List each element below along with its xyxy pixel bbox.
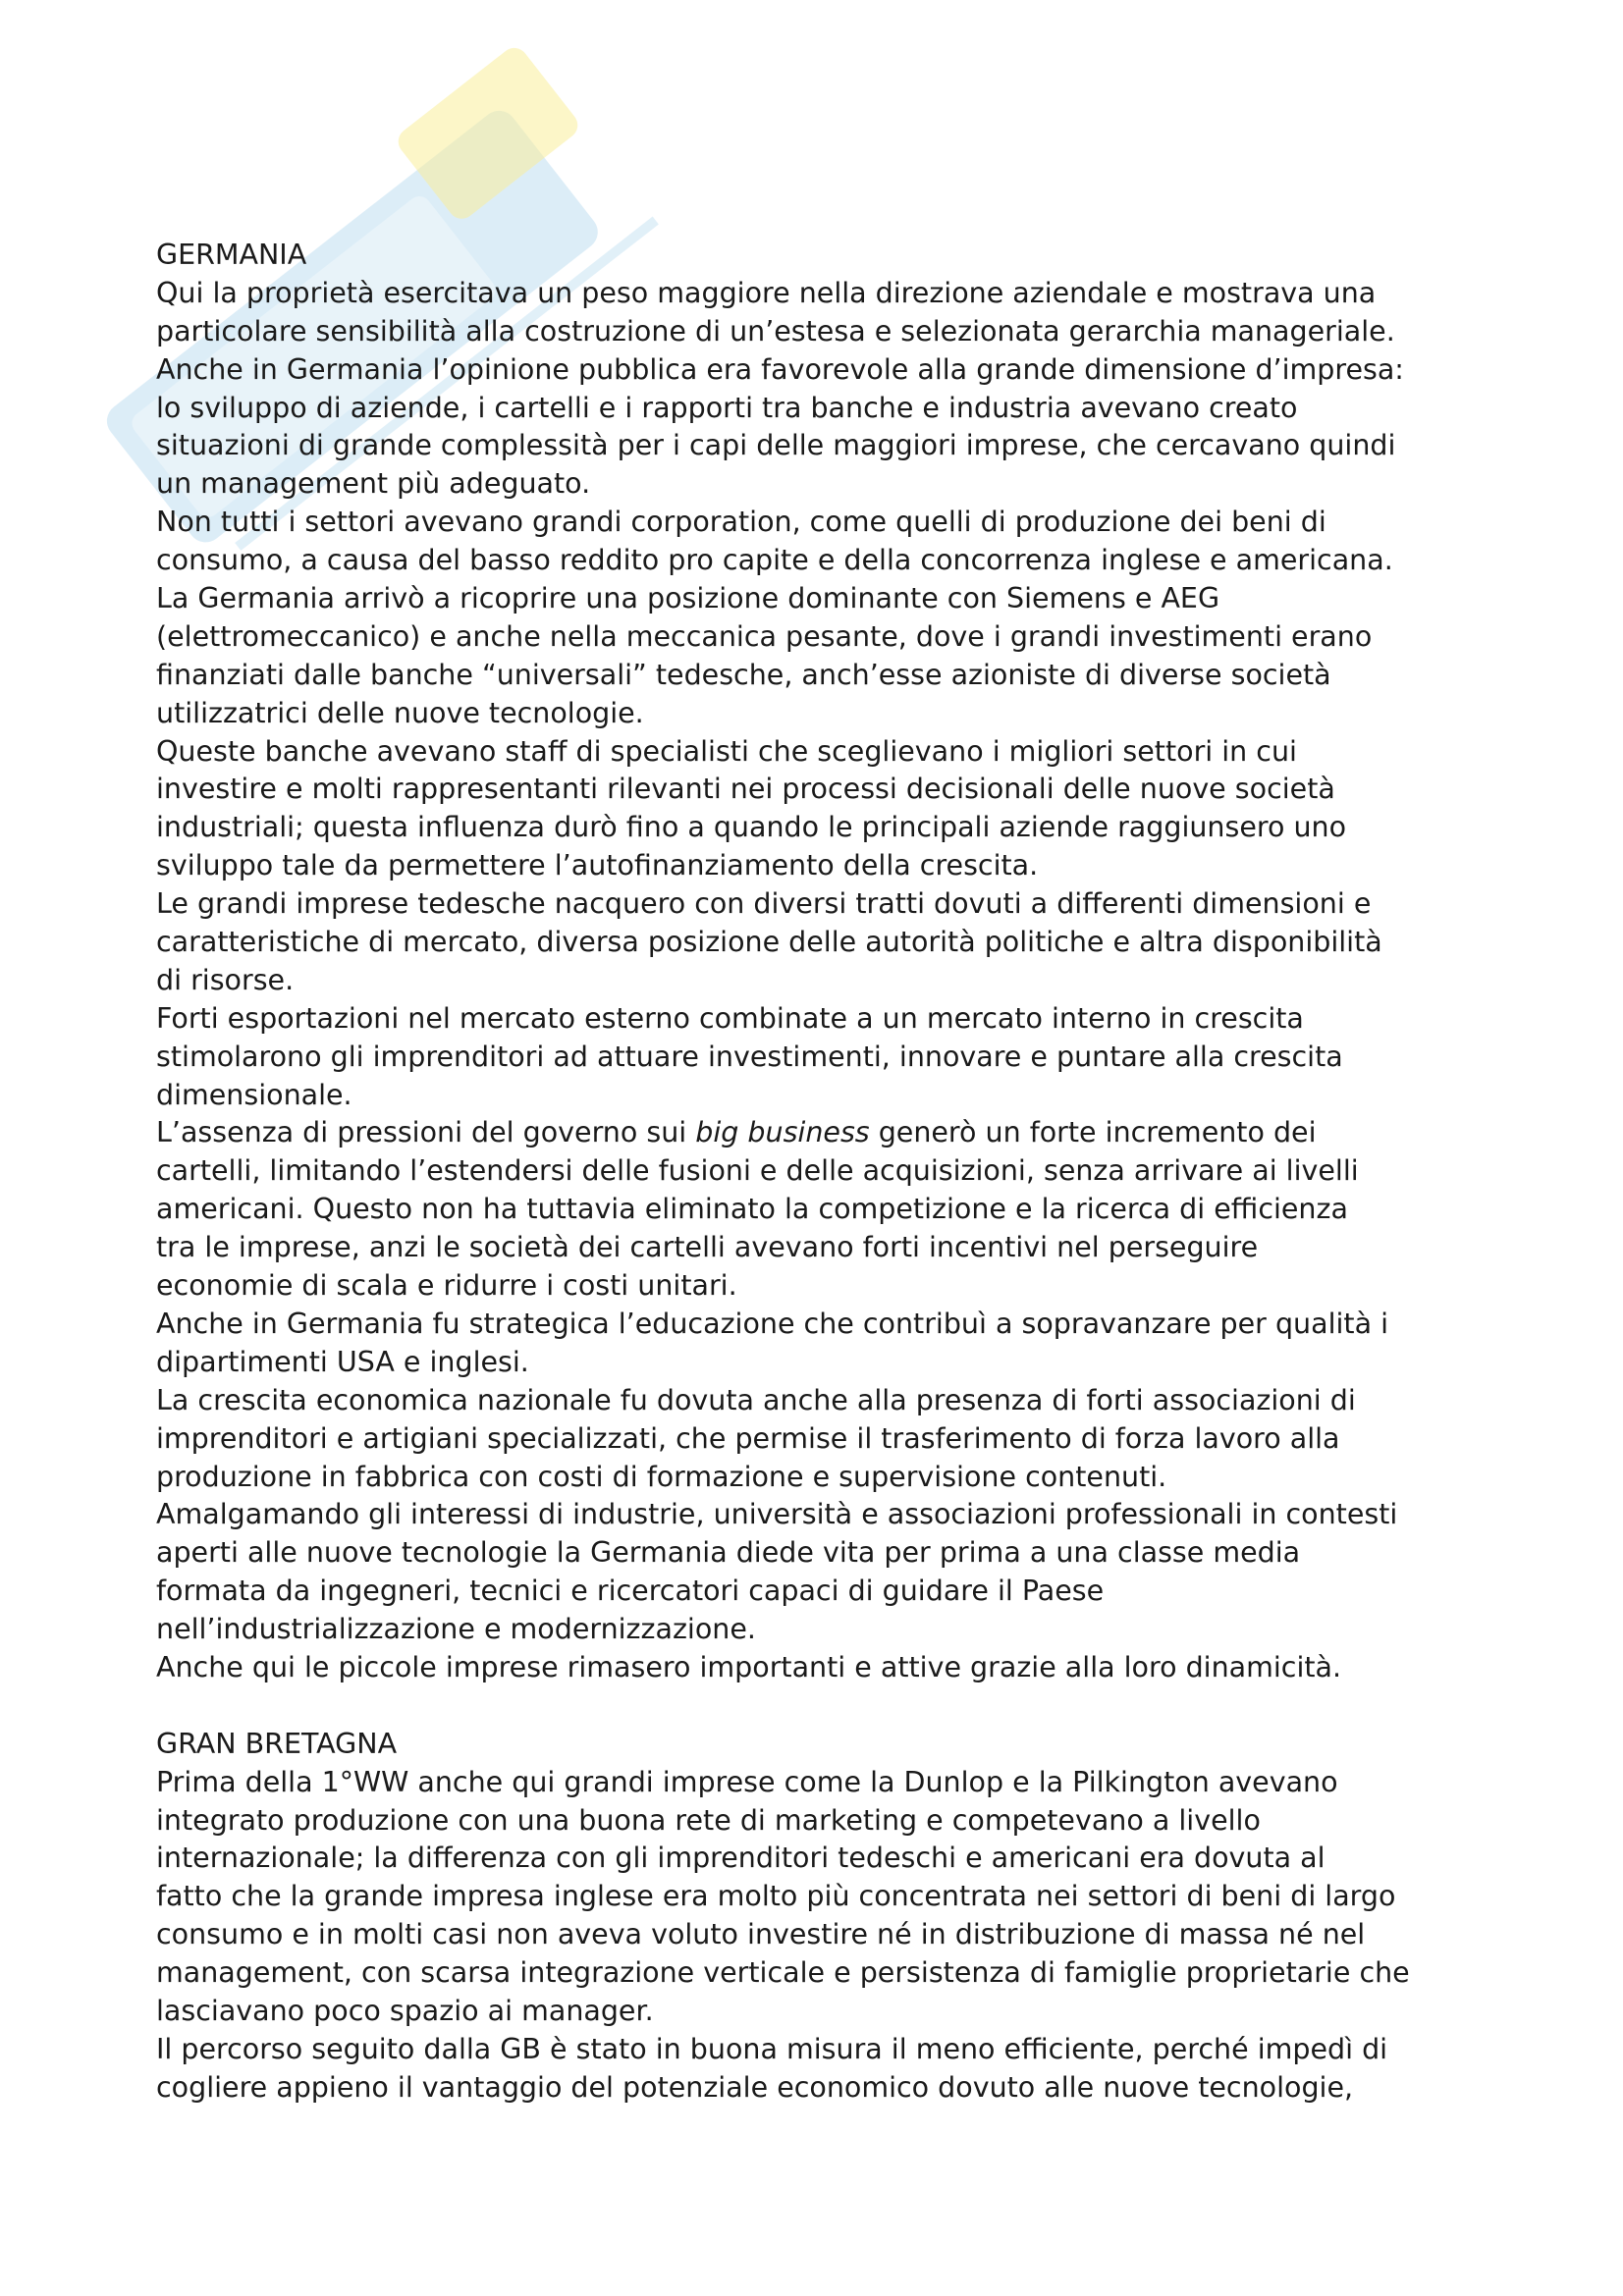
text-line: formata da ingegneri, tecnici e ricercatori capaci di guidare il Paese	[156, 1575, 1105, 1608]
document-body	[156, 237, 1501, 2108]
text-line: consumo e in molti casi non aveva voluto investire né in distribuzione di massa né nel	[156, 1918, 1366, 1951]
text-line: Prima della 1°WW anche qui grandi imprese come la Dunlop e la Pilkington avevano	[156, 1765, 1338, 1798]
text-line: integrato produzione con una buona rete di marketing e competevano a livello	[156, 1803, 1261, 1837]
section-heading-gran-bretagna: GRAN BRETAGNA	[156, 1727, 398, 1760]
text-line-big-business	[156, 1114, 1501, 1152]
text-line: sviluppo tale da permettere l’autofinanziamento della crescita.	[156, 849, 1039, 882]
text-line: imprenditori e artigiani specializzati, che permise il trasferimento di forza lavoro alla	[156, 1421, 1340, 1455]
text-line: lo sviluppo di aziende, i cartelli e i rapporti tra banche e industria avevano creato	[156, 391, 1298, 424]
text-line: management, con scarsa integrazione verticale e persistenza di famiglie proprietarie che	[156, 1956, 1410, 1990]
text-line: produzione in fabbrica con costi di formazione e supervisione contenuti.	[156, 1460, 1167, 1493]
text-line: di risorse.	[156, 963, 295, 996]
text-line: Il percorso seguito dalla GB è stato in buona misura il meno efficiente, perché impedì di	[156, 2032, 1388, 2065]
text-line: (elettromeccanico) e anche nella meccanica pesante, dove i grandi investimenti erano	[156, 619, 1373, 653]
paragraph-gap	[156, 1687, 1501, 1726]
text-line: Le grandi imprese tedesche nacquero con diversi tratti dovuti a differenti dimensioni e	[156, 887, 1372, 921]
text-line: tra le imprese, anzi le società dei cartelli avevano forti incentivi nel perseguire	[156, 1231, 1259, 1264]
text-line: La crescita economica nazionale fu dovuta anche alla presenza di forti associazioni di	[156, 1383, 1356, 1416]
text-line: situazioni di grande complessità per i capi delle maggiori imprese, che cercavano quindi	[156, 429, 1396, 462]
text-line: Anche in Germania l’opinione pubblica era favorevole alla grande dimensione d’impresa:	[156, 352, 1404, 386]
text-segment: L’assenza di pressioni del governo sui	[156, 1116, 696, 1149]
text-line: Amalgamando gli interessi di industrie, università e associazioni professionali in contesti	[156, 1498, 1398, 1531]
text-line: investire e molti rappresentanti rilevanti nei processi decisionali delle nuove società	[156, 773, 1335, 806]
text-line: Anche in Germania fu strategica l’educazione che contribuì a sopravanzare per qualità i	[156, 1307, 1389, 1340]
text-line: finanziati dalle banche “universali” tedesche, anch’esse azioniste di diverse società	[156, 658, 1331, 691]
text-line: lasciavano poco spazio ai manager.	[156, 1994, 654, 2027]
text-line: cartelli, limitando l’estendersi delle fusioni e delle acquisizioni, senza arrivare ai livelli	[156, 1154, 1359, 1188]
text-line: stimolarono gli imprenditori ad attuare investimenti, innovare e puntare alla crescita	[156, 1040, 1343, 1073]
text-segment: generò un forte incremento dei	[869, 1116, 1317, 1149]
text-line: dipartimenti USA e inglesi.	[156, 1345, 529, 1378]
text-line: Anche qui le piccole imprese rimasero importanti e attive grazie alla loro dinamicità.	[156, 1650, 1342, 1683]
text-line: nell’industrializzazione e modernizzazione.	[156, 1613, 756, 1646]
text-line: internazionale; la differenza con gli imprenditori tedeschi e americani era dovuta al	[156, 1842, 1325, 1875]
text-line: particolare sensibilità alla costruzione di un’estesa e selezionata gerarchia manageriale.	[156, 314, 1395, 347]
text-line: industriali; questa influenza durò fino a quando le principali aziende raggiunsero uno	[156, 811, 1347, 844]
text-line: economie di scala e ridurre i costi unitari.	[156, 1269, 737, 1303]
text-line: un management più adeguato.	[156, 467, 591, 501]
text-line: Queste banche avevano staff di specialisti che sceglievano i migliori settori in cui	[156, 734, 1297, 768]
text-line: americani. Questo non ha tuttavia eliminato la competizione e la ricerca di efficienza	[156, 1193, 1348, 1226]
text-line: Forti esportazioni nel mercato esterno combinate a un mercato interno in crescita	[156, 1001, 1304, 1035]
text-line: aperti alle nuove tecnologie la Germania diede vita per prima a una classe media	[156, 1536, 1301, 1570]
text-line: dimensionale.	[156, 1078, 352, 1111]
text-line: Qui la proprietà esercitava un peso maggiore nella direzione aziendale e mostrava una	[156, 276, 1377, 309]
text-line: La Germania arrivò a ricoprire una posizione dominante con Siemens e AEG	[156, 582, 1220, 615]
section-heading-germania: GERMANIA	[156, 239, 307, 271]
text-line: Non tutti i settori avevano grandi corporation, come quelli di produzione dei beni di	[156, 506, 1326, 539]
text-line: caratteristiche di mercato, diversa posizione delle autorità politiche e altra disponibilità	[156, 926, 1382, 959]
text-line: cogliere appieno il vantaggio del potenziale economico dovuto alle nuove tecnologie,	[156, 2070, 1354, 2104]
italic-term: big business	[695, 1116, 870, 1149]
text-line: utilizzatrici delle nuove tecnologie.	[156, 696, 644, 729]
text-line: fatto che la grande impresa inglese era molto più concentrata nei settori di beni di largo	[156, 1880, 1396, 1913]
text-line: consumo, a causa del basso reddito pro capite e della concorrenza inglese e americana.	[156, 544, 1393, 577]
